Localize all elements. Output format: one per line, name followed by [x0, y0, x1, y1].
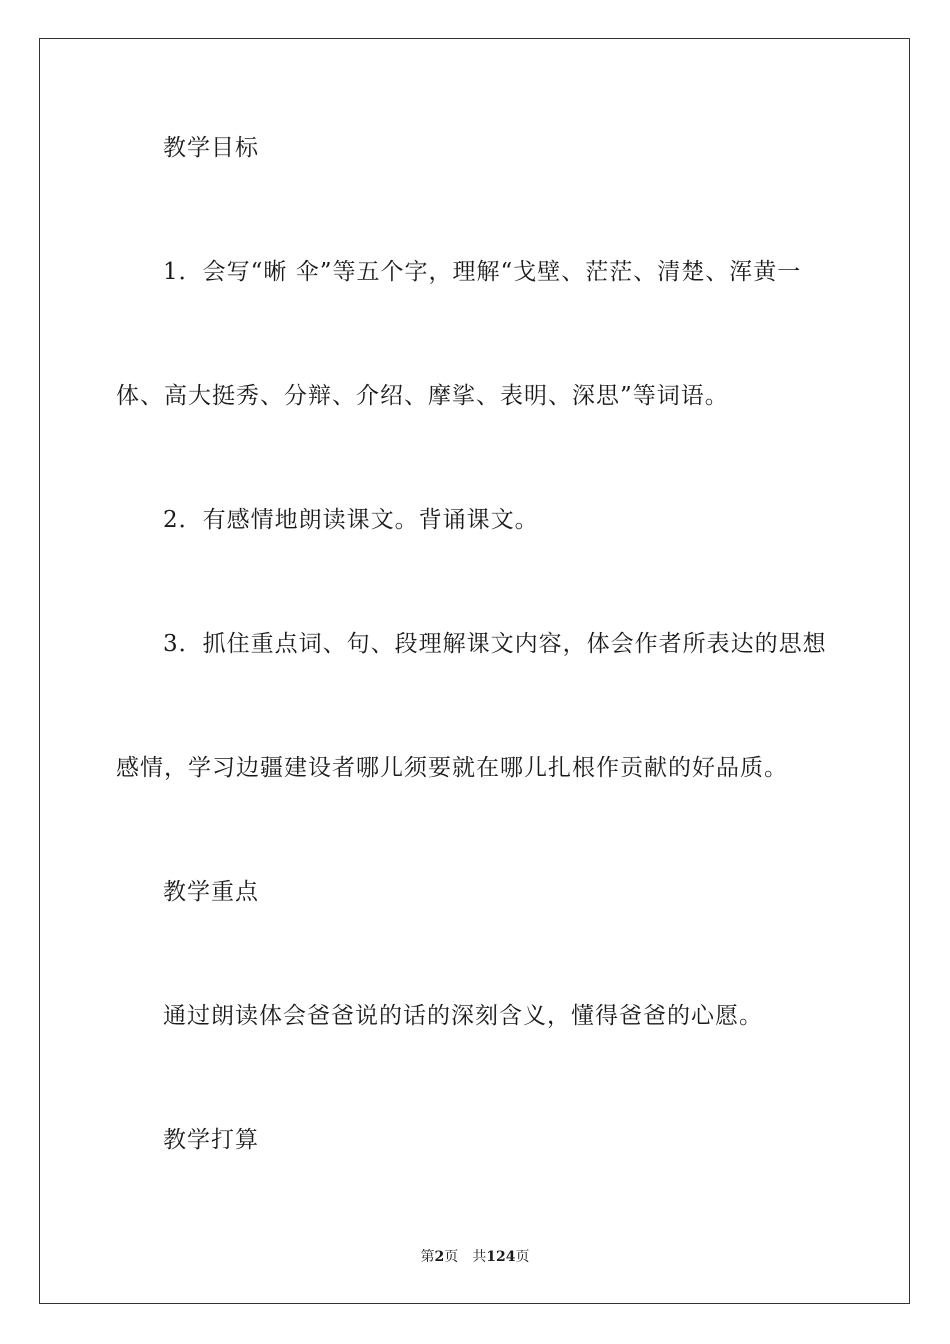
goal-3-line-1: 3．抓住重点词、句、段理解课文内容，体会作者所表达的思想: [163, 631, 827, 657]
page-suffix: 页: [515, 1249, 530, 1265]
heading-teaching-focus: 教学重点: [163, 879, 259, 905]
goal-1-line-2: 体、高大挺秀、分辩、介绍、摩挲、表明、深思”等词语。: [116, 383, 729, 409]
page-border: [39, 38, 910, 1304]
teaching-focus-text: 通过朗读体会爸爸说的话的深刻含义，懂得爸爸的心愿。: [163, 1003, 763, 1029]
heading-teaching-plan: 教学打算: [163, 1127, 259, 1153]
page-prefix: 第: [420, 1249, 435, 1265]
goal-1-line-1: 1．会写“晰 伞”等五个字，理解“戈壁、茫茫、清楚、浑黄一: [163, 259, 802, 285]
page-total: 124: [486, 1249, 516, 1265]
goal-3-line-2: 感情，学习边疆建设者哪儿须要就在哪儿扎根作贡献的好品质。: [116, 755, 788, 781]
page-current: 2: [434, 1249, 445, 1265]
heading-teaching-goals: 教学目标: [163, 135, 259, 161]
page-footer: [0, 1248, 950, 1266]
page-mid: 页 共: [444, 1249, 487, 1265]
goal-2: 2．有感情地朗读课文。背诵课文。: [163, 507, 539, 533]
